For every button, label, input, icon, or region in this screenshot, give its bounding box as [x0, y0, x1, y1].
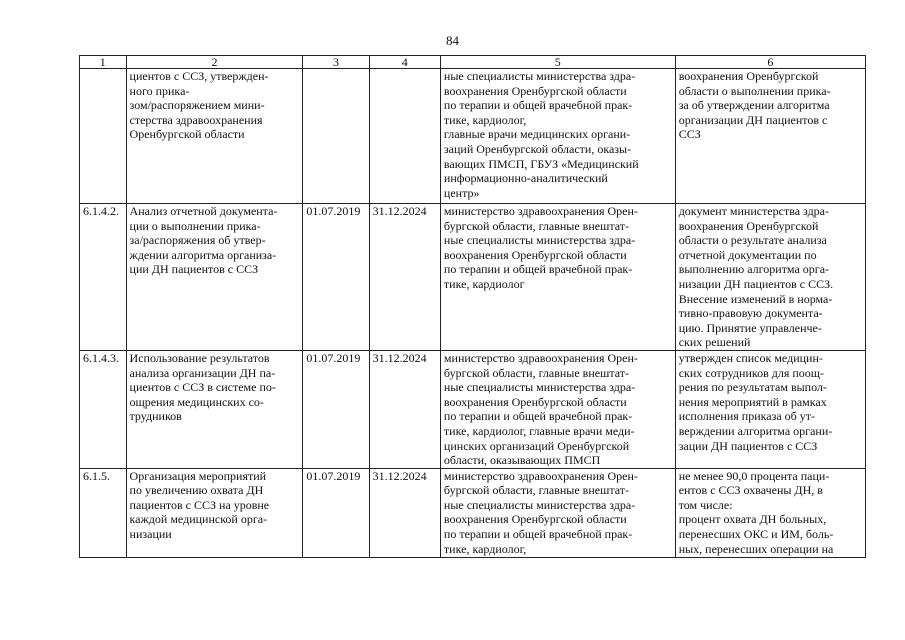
column-number-row	[80, 56, 866, 69]
expected-result: воохранения Оренбургской области о выполнении прика- за об утверждении алгоритма организации ДН пациентов с ССЗ	[675, 69, 865, 204]
start-date: 01.07.2019	[303, 468, 369, 557]
expected-result: утвержден список медицин- ских сотрудников для поощ- рения по результатам выпол- нения мероприятий в рамках исполнения приказа об ут- верждении алгоритма органи- зации ДН пациентов с ССЗ	[675, 350, 865, 468]
item-title: Использование результатов анализа организации ДН па- циентов с ССЗ в системе по- ощрения медицинских со- трудников	[126, 350, 303, 468]
responsible-parties: министерство здравоохранения Орен- бургской области, главные внештат- ные специалисты министерства здра- воохранения Оренбургской области по терапии и общей врачебной прак- тике, кардиолог,	[440, 468, 675, 557]
start-date: 01.07.2019	[303, 204, 369, 351]
column-header: 4	[369, 56, 440, 69]
page-number: 84	[446, 33, 459, 48]
end-date: 31.12.2024	[369, 350, 440, 468]
plan-table	[79, 55, 866, 558]
item-title: циентов с ССЗ, утвержден- ного прика- зом/распоряжением мини- стерства здравоохранения Оренбургской области	[126, 69, 303, 204]
expected-result: документ министерства здра- воохранения Оренбургской области о результате анализа отчетной документации по выполнению алгоритма орга- низации ДН пациентов с ССЗ. Внесение изменений в норма- тивно-правовую документа- цию. Принятие управленче- ских решений	[675, 204, 865, 351]
item-number: 6.1.4.3.	[80, 350, 127, 468]
column-header: 6	[675, 56, 865, 69]
item-number: 6.1.4.2.	[80, 204, 127, 351]
table-row	[80, 69, 866, 204]
item-title: Организация мероприятий по увеличению охвата ДН пациентов с ССЗ на уровне каждой медицинской орга- низации	[126, 468, 303, 557]
responsible-parties: ные специалисты министерства здра- воохранения Оренбургской области по терапии и общей врачебной прак- тике, кардиолог, главные врачи медицинских органи- заций Оренбургской области, оказы- вающих ПМСП, ГБУЗ «Медицинский информационно-аналитический центр»	[440, 69, 675, 204]
column-header: 5	[440, 56, 675, 69]
end-date: 31.12.2024	[369, 204, 440, 351]
end-date	[369, 69, 440, 204]
table-row	[80, 468, 866, 557]
responsible-parties: министерство здравоохранения Орен- бургской области, главные внештат- ные специалисты министерства здра- воохранения Оренбургской области по терапии и общей врачебной прак- тике, кардиолог, главные врачи меди- цинских организаций Оренбургской области, оказывающих ПМСП	[440, 350, 675, 468]
item-number	[80, 69, 127, 204]
column-header: 1	[80, 56, 127, 69]
item-number: 6.1.5.	[80, 468, 127, 557]
table-row	[80, 350, 866, 468]
expected-result: не менее 90,0 процента паци- ентов с ССЗ охвачены ДН, в том числе: процент охвата ДН больных, перенесших ОКС и ИМ, боль- ных, перенесших операции на	[675, 468, 865, 557]
item-title: Анализ отчетной документа- ции о выполнении прика- за/распоряжения об утвер- ждении алгоритма организа- ции ДН пациентов с ССЗ	[126, 204, 303, 351]
column-header: 2	[126, 56, 303, 69]
column-header: 3	[303, 56, 369, 69]
end-date: 31.12.2024	[369, 468, 440, 557]
start-date	[303, 69, 369, 204]
start-date: 01.07.2019	[303, 350, 369, 468]
responsible-parties: министерство здравоохранения Орен- бургской области, главные внештат- ные специалисты министерства здра- воохранения Оренбургской области по терапии и общей врачебной прак- тике, кардиолог	[440, 204, 675, 351]
table-row	[80, 204, 866, 351]
